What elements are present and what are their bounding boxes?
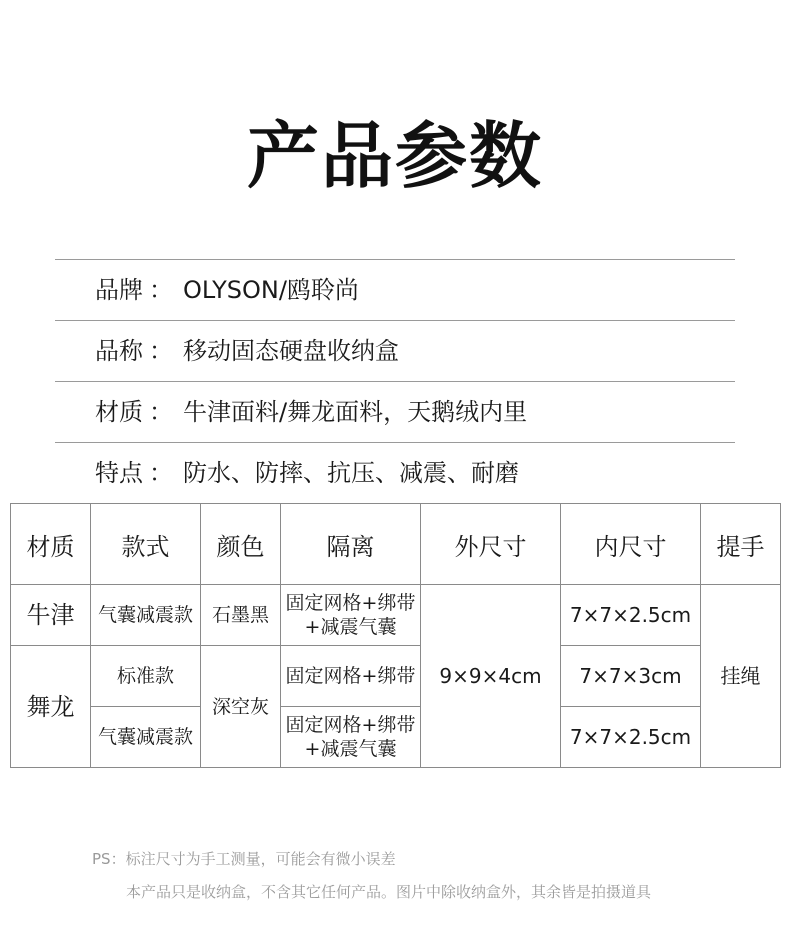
header-outer-size: 外尺寸 (421, 504, 561, 585)
spec-value: 防水、防摔、抗压、减震、耐磨 (183, 459, 519, 487)
spec-label: 材质 (95, 398, 143, 426)
isolation-line: 固定网格+绑带 (285, 592, 416, 614)
spec-value: 牛津面料/舞龙面料，天鹅绒内里 (183, 398, 528, 426)
spec-separator: ： (149, 398, 173, 426)
cell-style: 气囊减震款 (91, 707, 201, 768)
page-title: 产品参数 (246, 114, 543, 198)
cell-inner-size: 7×7×3cm (561, 646, 701, 707)
header-inner-size: 内尺寸 (561, 504, 701, 585)
table-row (11, 707, 781, 768)
table-header-row (11, 504, 781, 585)
spec-material (55, 382, 735, 442)
header-handle: 提手 (701, 504, 781, 585)
isolation-line: 固定网格+绑带 (285, 714, 416, 736)
cell-isolation: 固定网格+绑带 (281, 646, 421, 707)
spec-product-name (55, 321, 735, 381)
isolation-line: +减震气囊 (304, 738, 397, 760)
cell-color: 石墨黑 (201, 585, 281, 646)
spec-separator: ： (149, 459, 173, 487)
spec-value: 移动固态硬盘收纳盒 (183, 337, 399, 365)
spec-label: 品称 (95, 337, 143, 365)
spec-separator: ： (149, 337, 173, 365)
cell-handle: 挂绳 (701, 585, 781, 768)
cell-outer-size: 9×9×4cm (421, 585, 561, 768)
spec-value: OLYSON/鸥聆尚 (183, 276, 359, 304)
cell-inner-size: 7×7×2.5cm (561, 707, 701, 768)
cell-style: 气囊减震款 (91, 585, 201, 646)
note-disclaimer: 本产品只是收纳盒，不含其它任何产品。图片中除收纳盒外，其余皆是拍摄道具 (126, 883, 652, 901)
header-color: 颜色 (201, 504, 281, 585)
cell-isolation (281, 585, 421, 646)
cell-color: 深空灰 (201, 646, 281, 768)
spec-separator: ： (149, 276, 173, 304)
table-row (11, 585, 781, 646)
parameter-table (10, 503, 781, 768)
spec-brand (55, 260, 735, 320)
note-measurement: PS：标注尺寸为手工测量，可能会有微小误差 (92, 850, 396, 868)
spec-label: 特点 (95, 459, 143, 487)
header-style: 款式 (91, 504, 201, 585)
cell-inner-size: 7×7×2.5cm (561, 585, 701, 646)
spec-label: 品牌 (95, 276, 143, 304)
spec-features (55, 443, 735, 503)
header-material: 材质 (11, 504, 91, 585)
table-row (11, 646, 781, 707)
isolation-line: +减震气囊 (304, 616, 397, 638)
header-isolation: 隔离 (281, 504, 421, 585)
cell-material: 牛津 (11, 585, 91, 646)
cell-material: 舞龙 (11, 646, 91, 768)
cell-isolation (281, 707, 421, 768)
cell-style: 标准款 (91, 646, 201, 707)
spec-list (55, 259, 735, 503)
